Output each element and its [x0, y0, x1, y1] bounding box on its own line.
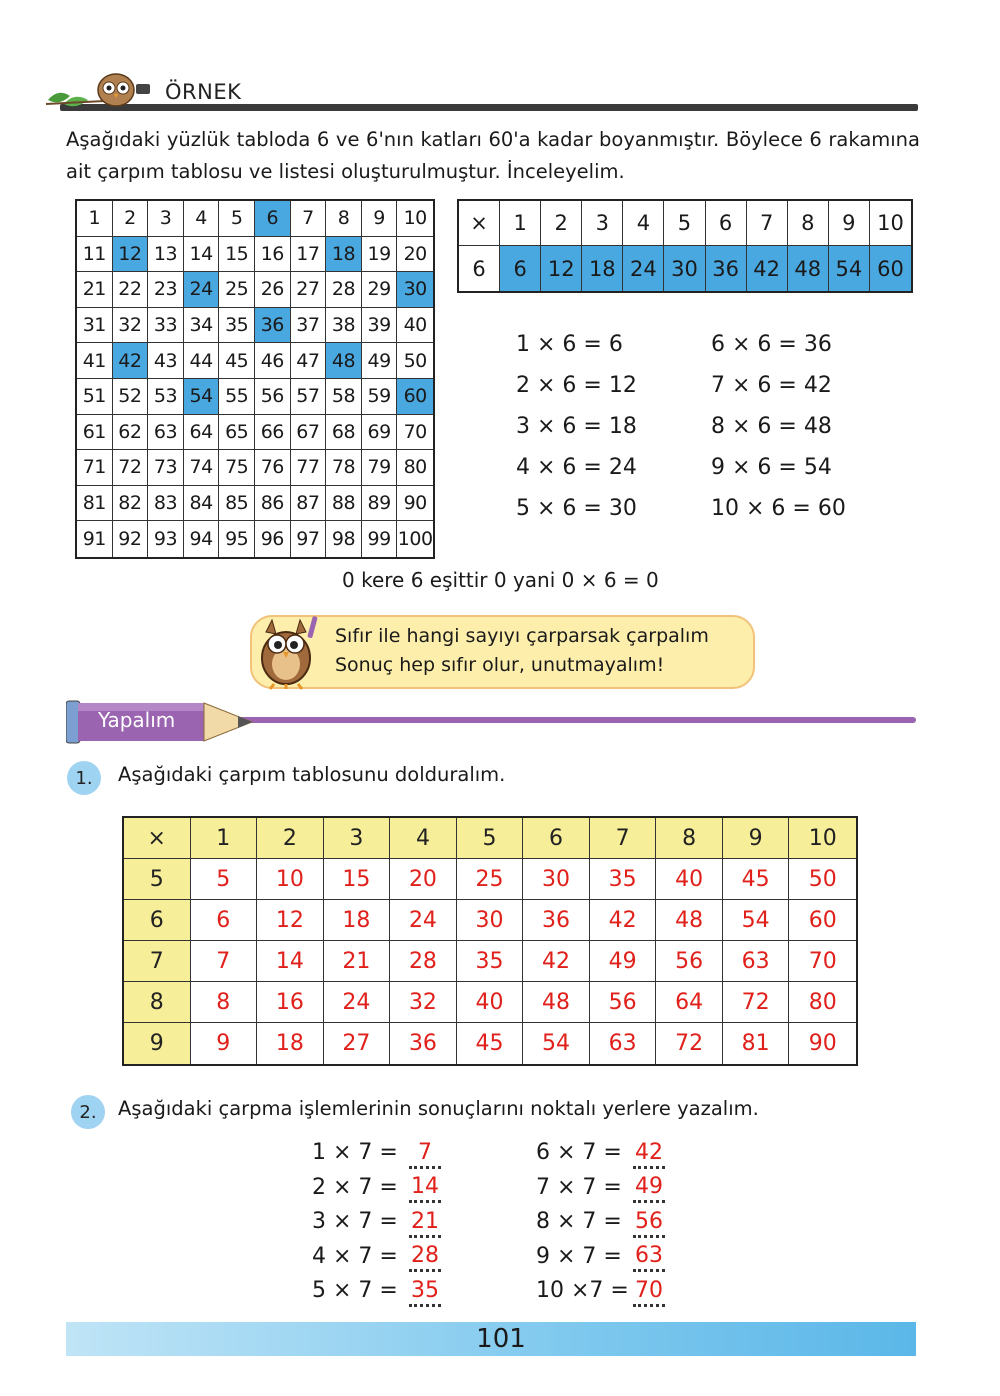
- hundred-cell: 42: [113, 343, 149, 379]
- hundred-cell: 95: [219, 521, 255, 557]
- six-equation: 3 × 6 = 18: [516, 414, 637, 439]
- hundred-cell: 82: [113, 486, 149, 522]
- hundred-grid: [75, 199, 435, 559]
- zero-rule: 0 kere 6 eşittir 0 yani 0 × 6 = 0: [342, 568, 659, 592]
- q2-answer-blank[interactable]: 35: [409, 1280, 441, 1307]
- q2-expression: 9 × 7 =: [536, 1243, 622, 1269]
- table-answer-cell: 35: [457, 941, 524, 982]
- table-answer-cell: 35: [590, 859, 657, 900]
- six-equation: 10 × 6 = 60: [711, 496, 846, 521]
- hundred-cell: 63: [148, 415, 184, 451]
- six-table-product-cell: 54: [829, 246, 870, 291]
- hundred-cell: 67: [291, 415, 327, 451]
- table-answer-cell: 56: [656, 941, 723, 982]
- table-answer-cell: 42: [590, 900, 657, 941]
- table-answer-cell: 54: [523, 1023, 590, 1064]
- hundred-cell: 22: [113, 272, 149, 308]
- six-table-product-cell: 18: [582, 246, 623, 291]
- yapalim-label: Yapalım: [98, 708, 176, 732]
- hundred-cell: 83: [148, 486, 184, 522]
- q2-expression: 1 × 7 =: [312, 1140, 398, 1165]
- table-column-header: 6: [523, 818, 590, 859]
- hundred-cell: 26: [255, 272, 291, 308]
- six-equation: 2 × 6 = 12: [516, 373, 637, 398]
- hundred-cell: 19: [362, 237, 398, 273]
- table-answer-cell: 81: [723, 1023, 790, 1064]
- hundred-cell: 4: [184, 201, 220, 237]
- six-table-row-label: 6: [459, 246, 500, 291]
- hundred-cell: 23: [148, 272, 184, 308]
- table-answer-cell: 36: [523, 900, 590, 941]
- hundred-cell: 43: [148, 343, 184, 379]
- hundred-cell: 92: [113, 521, 149, 557]
- hundred-cell: 49: [362, 343, 398, 379]
- table-column-header: 9: [723, 818, 790, 859]
- table-answer-cell: 27: [324, 1023, 391, 1064]
- q2-expression: 8 × 7 =: [536, 1209, 622, 1234]
- table-answer-cell: 6: [191, 900, 258, 941]
- hundred-cell: 80: [397, 450, 433, 486]
- hundred-cell: 11: [77, 237, 113, 273]
- hundred-cell: 58: [326, 379, 362, 415]
- table-answer-cell: 24: [390, 900, 457, 941]
- table-answer-cell: 21: [324, 941, 391, 982]
- hundred-cell: 60: [397, 379, 433, 415]
- table-column-header: 2: [257, 818, 324, 859]
- hundred-cell: 71: [77, 450, 113, 486]
- table-answer-cell: 40: [457, 982, 524, 1023]
- table-answer-cell: 5: [191, 859, 258, 900]
- table-answer-cell: 72: [656, 1023, 723, 1064]
- table-answer-cell: 45: [457, 1023, 524, 1064]
- table-answer-cell: 28: [390, 941, 457, 982]
- six-table-product-cell: 60: [870, 246, 911, 291]
- q2-equation-row: [312, 1205, 441, 1240]
- hundred-cell: 17: [291, 237, 327, 273]
- q2-equation-row: [312, 1136, 441, 1171]
- six-table-header-cell: 3: [582, 201, 623, 246]
- hundred-cell: 51: [77, 379, 113, 415]
- q2-equation-row: [312, 1240, 441, 1275]
- table-answer-cell: 16: [257, 982, 324, 1023]
- q2-answer-blank[interactable]: 21: [409, 1211, 441, 1238]
- q2-expression: 2 × 7 =: [312, 1174, 398, 1200]
- six-table-header-cell: 10: [870, 201, 911, 246]
- table-answer-cell: 18: [324, 900, 391, 941]
- six-table-corner: ×: [459, 201, 500, 246]
- table-answer-cell: 63: [723, 941, 790, 982]
- hundred-cell: 45: [219, 343, 255, 379]
- hundred-cell: 87: [291, 486, 327, 522]
- six-equations-right: [711, 324, 846, 529]
- hundred-cell: 2: [113, 201, 149, 237]
- hundred-cell: 41: [77, 343, 113, 379]
- table-answer-cell: 90: [808, 1031, 837, 1056]
- table-answer-cell: 56: [590, 982, 657, 1023]
- hundred-cell: 30: [397, 272, 433, 308]
- hundred-cell: 3: [148, 201, 184, 237]
- hundred-cell: 94: [184, 521, 220, 557]
- table-column-header: 1: [191, 818, 258, 859]
- hundred-cell: 37: [291, 308, 327, 344]
- hundred-cell: 31: [77, 308, 113, 344]
- hundred-cell: 76: [255, 450, 291, 486]
- six-equation: 6 × 6 = 36: [711, 332, 832, 357]
- q2-equation-row: [536, 1205, 665, 1240]
- table-column-header: 7: [590, 818, 657, 859]
- hundred-cell: 62: [113, 415, 149, 451]
- six-table-product-cell: 42: [747, 246, 788, 291]
- table-answer-cell: 30: [523, 859, 590, 900]
- hundred-cell: 90: [397, 486, 433, 522]
- hundred-cell: 50: [397, 343, 433, 379]
- hundred-cell: 21: [77, 272, 113, 308]
- six-table-header-cell: 2: [541, 201, 582, 246]
- q2-answer-blank[interactable]: 49: [633, 1176, 665, 1203]
- q2-answer-blank[interactable]: 28: [409, 1245, 441, 1272]
- table-answer-cell: 45: [723, 859, 790, 900]
- six-table-product-cell: 48: [788, 246, 829, 291]
- hundred-cell: 18: [326, 237, 362, 273]
- hundred-cell: 39: [362, 308, 398, 344]
- tip-line-1: Sıfır ile hangi sayıyı çarparsak çarpalım: [335, 625, 709, 647]
- hundred-cell: 89: [362, 486, 398, 522]
- hundred-cell: 20: [397, 237, 433, 273]
- six-times-table: [457, 199, 913, 293]
- q2-expression: 4 × 7 =: [312, 1243, 398, 1269]
- hundred-cell: 68: [326, 415, 362, 451]
- six-equation: 8 × 6 = 48: [711, 414, 832, 439]
- q2-expression: 5 × 7 =: [312, 1278, 398, 1303]
- hundred-cell: 85: [219, 486, 255, 522]
- six-table-header-cell: 4: [623, 201, 664, 246]
- multiplication-table: [122, 816, 858, 1066]
- yapalim-divider: [212, 717, 916, 723]
- table-row-header: 8: [124, 982, 191, 1023]
- hundred-cell: 52: [113, 379, 149, 415]
- six-table-product-cell: 30: [664, 246, 705, 291]
- hundred-cell: 24: [184, 272, 220, 308]
- hundred-cell: 36: [255, 308, 291, 344]
- table-answer-cell: 30: [457, 900, 524, 941]
- six-table-product-cell: 6: [500, 246, 541, 291]
- q2-equation-row: [536, 1274, 665, 1309]
- six-table-product-cell: 36: [706, 246, 747, 291]
- hundred-cell: 48: [326, 343, 362, 379]
- page-number: 101: [476, 1324, 526, 1354]
- tip-text: [335, 622, 709, 680]
- table-row-header: 7: [124, 941, 191, 982]
- six-table-header-cell: 7: [747, 201, 788, 246]
- q2-expression: 7 × 7 =: [536, 1174, 622, 1200]
- hundred-cell: 69: [362, 415, 398, 451]
- six-equation: 4 × 6 = 24: [516, 455, 637, 480]
- table-answer-cell: 40: [656, 859, 723, 900]
- hundred-cell: 10: [397, 201, 433, 237]
- table-answer-cell: 49: [590, 941, 657, 982]
- table-answer-cell: 70: [789, 941, 856, 982]
- q2-answer-blank[interactable]: 63: [633, 1245, 665, 1272]
- q2-answer-blank[interactable]: 7: [409, 1142, 441, 1169]
- question-2-text: Aşağıdaki çarpma işlemlerinin sonuçlarını noktalı yerlere yazalım.: [118, 1097, 759, 1120]
- hundred-cell: 27: [291, 272, 327, 308]
- hundred-cell: 53: [148, 379, 184, 415]
- hundred-cell: 91: [77, 521, 113, 557]
- table-column-header: 4: [390, 818, 457, 859]
- hundred-cell: 74: [184, 450, 220, 486]
- hundred-cell: 33: [148, 308, 184, 344]
- owl-leaf-icon: [44, 70, 154, 110]
- table-row-header: 5: [124, 859, 191, 900]
- hundred-cell: 81: [77, 486, 113, 522]
- q2-expression: 3 × 7 =: [312, 1209, 398, 1234]
- hundred-cell: 38: [326, 308, 362, 344]
- hundred-cell: 70: [397, 415, 433, 451]
- hundred-cell: 72: [113, 450, 149, 486]
- q2-answer-blank[interactable]: 42: [633, 1142, 665, 1169]
- table-answer-cell: 64: [656, 982, 723, 1023]
- q2-left-column: [312, 1136, 441, 1309]
- hundred-cell: 65: [219, 415, 255, 451]
- table-answer-cell: 72: [723, 982, 790, 1023]
- hundred-cell: 14: [184, 237, 220, 273]
- hundred-cell: 73: [148, 450, 184, 486]
- table-row-header: 9: [124, 1023, 191, 1064]
- six-equations-left: [516, 324, 637, 529]
- q2-equation-row: [536, 1240, 665, 1275]
- hundred-cell: 8: [326, 201, 362, 237]
- question-1-text: Aşağıdaki çarpım tablosunu dolduralım.: [118, 763, 506, 786]
- table-answer-cell: 48: [523, 982, 590, 1023]
- table-answer-cell: 20: [390, 859, 457, 900]
- table-row-header: 6: [124, 900, 191, 941]
- q2-expression: 10 ×7 =: [536, 1278, 629, 1303]
- hundred-cell: 56: [255, 379, 291, 415]
- ornek-divider: [60, 104, 918, 111]
- question-1-number: 1.: [67, 761, 101, 795]
- hundred-cell: 99: [362, 521, 398, 557]
- q2-equation-row: [536, 1136, 665, 1171]
- table-answer-cell: 36: [390, 1023, 457, 1064]
- hundred-cell: 77: [291, 450, 327, 486]
- table-answer-cell: 32: [390, 982, 457, 1023]
- table-answer-cell: 42: [523, 941, 590, 982]
- hundred-cell: 86: [255, 486, 291, 522]
- hundred-cell: 54: [184, 379, 220, 415]
- hundred-cell: 6: [255, 201, 291, 237]
- table-answer-cell: 9: [191, 1023, 258, 1064]
- table-answer-cell: 60: [789, 900, 856, 941]
- hundred-cell: 97: [291, 521, 327, 557]
- tip-line-2: Sonuç hep sıfır olur, unutmayalım!: [335, 654, 665, 676]
- hundred-cell: 16: [255, 237, 291, 273]
- hundred-cell: 7: [291, 201, 327, 237]
- hundred-cell: 40: [397, 308, 433, 344]
- table-answer-cell: 25: [457, 859, 524, 900]
- q2-equation-row: [536, 1171, 665, 1206]
- hundred-cell: 79: [362, 450, 398, 486]
- six-equation: 9 × 6 = 54: [711, 455, 832, 480]
- table-answer-cell: 10: [257, 859, 324, 900]
- hundred-cell: 78: [326, 450, 362, 486]
- six-table-header-cell: 6: [706, 201, 747, 246]
- hundred-cell: 84: [184, 486, 220, 522]
- table-answer-cell: 50: [789, 859, 856, 900]
- hundred-cell: 1: [77, 201, 113, 237]
- hundred-cell: 66: [255, 415, 291, 451]
- table-answer-cell: 12: [257, 900, 324, 941]
- table-answer-cell: 54: [723, 900, 790, 941]
- q2-answer-blank[interactable]: 14: [409, 1176, 441, 1203]
- six-equation: 7 × 6 = 42: [711, 373, 832, 398]
- six-table-product-cell: 12: [541, 246, 582, 291]
- hundred-cell: 25: [219, 272, 255, 308]
- q2-answer-blank[interactable]: 56: [633, 1211, 665, 1238]
- table-answer-cell: 24: [324, 982, 391, 1023]
- hundred-cell: 12: [113, 237, 149, 273]
- question-2-number: 2.: [71, 1095, 105, 1129]
- hundred-cell: 57: [291, 379, 327, 415]
- ornek-title: ÖRNEK: [165, 80, 242, 104]
- six-table-header-cell: 8: [788, 201, 829, 246]
- hundred-cell: 93: [148, 521, 184, 557]
- hundred-cell: 75: [219, 450, 255, 486]
- table-column-header: 3: [324, 818, 391, 859]
- q2-right-column: [536, 1136, 665, 1309]
- hundred-cell: 34: [184, 308, 220, 344]
- six-table-header-cell: 9: [829, 201, 870, 246]
- six-table-header-cell: 5: [664, 201, 705, 246]
- hundred-cell: 28: [326, 272, 362, 308]
- hundred-cell: 32: [113, 308, 149, 344]
- six-equation: 5 × 6 = 30: [516, 496, 637, 521]
- table-answer-cell: 48: [656, 900, 723, 941]
- table-answer-cell: 8: [191, 982, 258, 1023]
- table-answer-cell: 7: [191, 941, 258, 982]
- hundred-cell: 13: [148, 237, 184, 273]
- hundred-cell: 35: [219, 308, 255, 344]
- hundred-cell: 59: [362, 379, 398, 415]
- hundred-cell: 61: [77, 415, 113, 451]
- hundred-cell: 64: [184, 415, 220, 451]
- hundred-cell: 46: [255, 343, 291, 379]
- hundred-cell: 98: [326, 521, 362, 557]
- hundred-cell: 47: [291, 343, 327, 379]
- hundred-cell: 88: [326, 486, 362, 522]
- table-column-header: 5: [457, 818, 524, 859]
- table-answer-cell: 15: [324, 859, 391, 900]
- q2-expression: 6 × 7 =: [536, 1140, 622, 1165]
- table-column-header: 8: [656, 818, 723, 859]
- hundred-cell: 96: [255, 521, 291, 557]
- hundred-cell: 9: [362, 201, 398, 237]
- q2-equation-row: [312, 1171, 441, 1206]
- hundred-cell: 55: [219, 379, 255, 415]
- owl-icon: [252, 612, 322, 690]
- q2-equation-row: [312, 1274, 441, 1309]
- hundred-cell: 44: [184, 343, 220, 379]
- hundred-cell: 100: [397, 528, 433, 551]
- table-answer-cell: 80: [789, 982, 856, 1023]
- q2-answer-blank[interactable]: 70: [633, 1280, 665, 1307]
- table-answer-cell: 18: [257, 1023, 324, 1064]
- six-table-header-cell: 1: [500, 201, 541, 246]
- table-corner: ×: [124, 818, 191, 859]
- ornek-paragraph: Aşağıdaki yüzlük tabloda 6 ve 6'nın katları 60'a kadar boyanmıştır. Böylece 6 rakamına ait çarpım tablosu ve listesi oluşturulmuştur. İnceleyelim.: [66, 128, 920, 183]
- hundred-cell: 15: [219, 237, 255, 273]
- table-answer-cell: 14: [257, 941, 324, 982]
- six-equation: 1 × 6 = 6: [516, 332, 623, 357]
- table-column-header: 10: [789, 818, 856, 859]
- six-table-product-cell: 24: [623, 246, 664, 291]
- table-answer-cell: 63: [590, 1023, 657, 1064]
- hundred-cell: 29: [362, 272, 398, 308]
- hundred-cell: 5: [219, 201, 255, 237]
